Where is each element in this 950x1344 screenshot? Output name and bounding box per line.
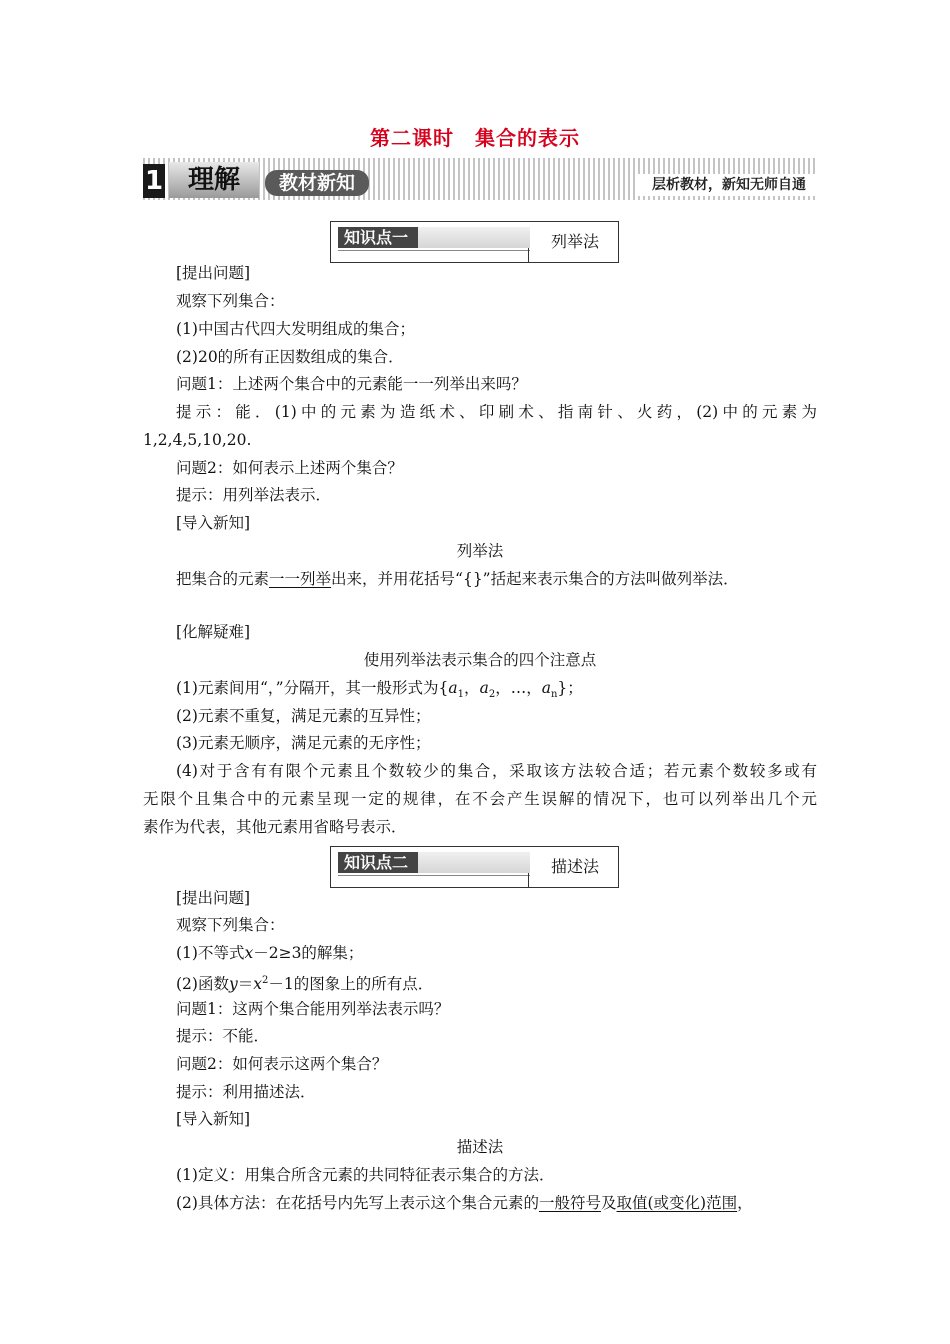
note-3: (3)元素无顺序，满足元素的无序性；: [176, 734, 431, 752]
banner-main-label: 理解: [169, 162, 259, 198]
method-description: (2)具体方法：在花括号内先写上表示这个集合元素的一般符号及取值(或变化)范围，: [176, 1194, 753, 1212]
note-2: (2)元素不重复，满足元素的互异性；: [176, 707, 431, 725]
heading-raise-question: [提出问题]: [176, 889, 251, 907]
heading-new-knowledge: [导入新知]: [176, 1110, 251, 1128]
hint-2: 提示：利用描述法．: [176, 1083, 316, 1101]
question-2: 问题2：如何表示上述两个集合？: [176, 459, 403, 477]
knowledge-point-1-label: 知识点一: [338, 227, 418, 248]
question-1: 问题1：上述两个集合中的元素能一一列举出来吗？: [176, 375, 527, 393]
underlined-term: 一一列举: [269, 570, 332, 588]
divider: [528, 248, 529, 262]
definition-description: (1)定义：用集合所含元素的共同特征表示集合的方法．: [176, 1166, 555, 1184]
knowledge-point-2-title: 描述法: [551, 857, 600, 876]
definition-enumeration: 把集合的元素一一列举出来，并用花括号“{}”括起来表示集合的方法叫做列举法．: [176, 570, 739, 588]
divider: [528, 873, 529, 887]
note-4-continued: 素作为代表，其他元素用省略号表示．: [143, 818, 407, 836]
banner-sub-label: 教材新知: [265, 170, 369, 196]
paragraph: (2)20的所有正因数组成的集合．: [176, 348, 404, 366]
note-4-continued: 无限个且集合中的元素呈现一定的规律，在不会产生误解的情况下，也可以列举出几个元: [143, 790, 817, 808]
paragraph: (1)不等式x－2≥3的解集；: [176, 944, 364, 962]
heading-new-knowledge: [导入新知]: [176, 514, 251, 532]
note-1: (1)元素间用“，”分隔开，其一般形式为{$a_1$，$a_2$，…，$a_n$}；: [176, 679, 583, 701]
heading-clarify: [化解疑难]: [176, 623, 251, 641]
page-title: 第二课时 集合的表示: [370, 126, 580, 150]
knowledge-point-2-box: [330, 846, 619, 888]
section-banner: [143, 158, 816, 200]
question-2: 问题2：如何表示这两个集合？: [176, 1055, 388, 1073]
paragraph: 观察下列集合：: [176, 916, 285, 934]
underlined-term: 取值(或变化)范围: [616, 1194, 738, 1212]
subheading-description: 描述法: [456, 1138, 504, 1156]
question-1: 问题1：这两个集合能用列举法表示吗？: [176, 1000, 450, 1018]
divider: [338, 250, 530, 251]
knowledge-point-1-box: [330, 221, 619, 263]
knowledge-point-2-label: 知识点二: [338, 852, 418, 873]
paragraph: 观察下列集合：: [176, 292, 285, 310]
hint-2: 提示：用列举法表示．: [176, 486, 332, 504]
hint-1: 提示：能．(1)中的元素为造纸术、印刷术、指南针、火药，(2)中的元素为: [176, 403, 817, 421]
banner-tagline: 层析教材，新知无师自通: [638, 174, 816, 196]
note-4: (4)对于含有有限个元素且个数较少的集合，采取该方法较合适；若元素个数较多或有: [176, 762, 817, 780]
paragraph: (2)函数$y=x^2-1$的图象上的所有点．: [176, 975, 434, 994]
knowledge-point-bar: [418, 227, 530, 248]
banner-number: 1: [144, 166, 164, 196]
underlined-term: 一般符号: [538, 1194, 601, 1212]
paragraph: (1)中国古代四大发明组成的集合；: [176, 320, 415, 338]
subheading-notes: 使用列举法表示集合的四个注意点: [363, 651, 597, 669]
knowledge-point-bar: [418, 852, 530, 873]
hint-1-continued: 1,2,4,5,10,20.: [143, 431, 252, 449]
subheading-enumeration: 列举法: [456, 542, 504, 560]
divider: [338, 875, 530, 876]
heading-raise-question: [提出问题]: [176, 264, 251, 282]
hint-1: 提示：不能．: [176, 1027, 270, 1045]
knowledge-point-1-title: 列举法: [551, 232, 600, 251]
